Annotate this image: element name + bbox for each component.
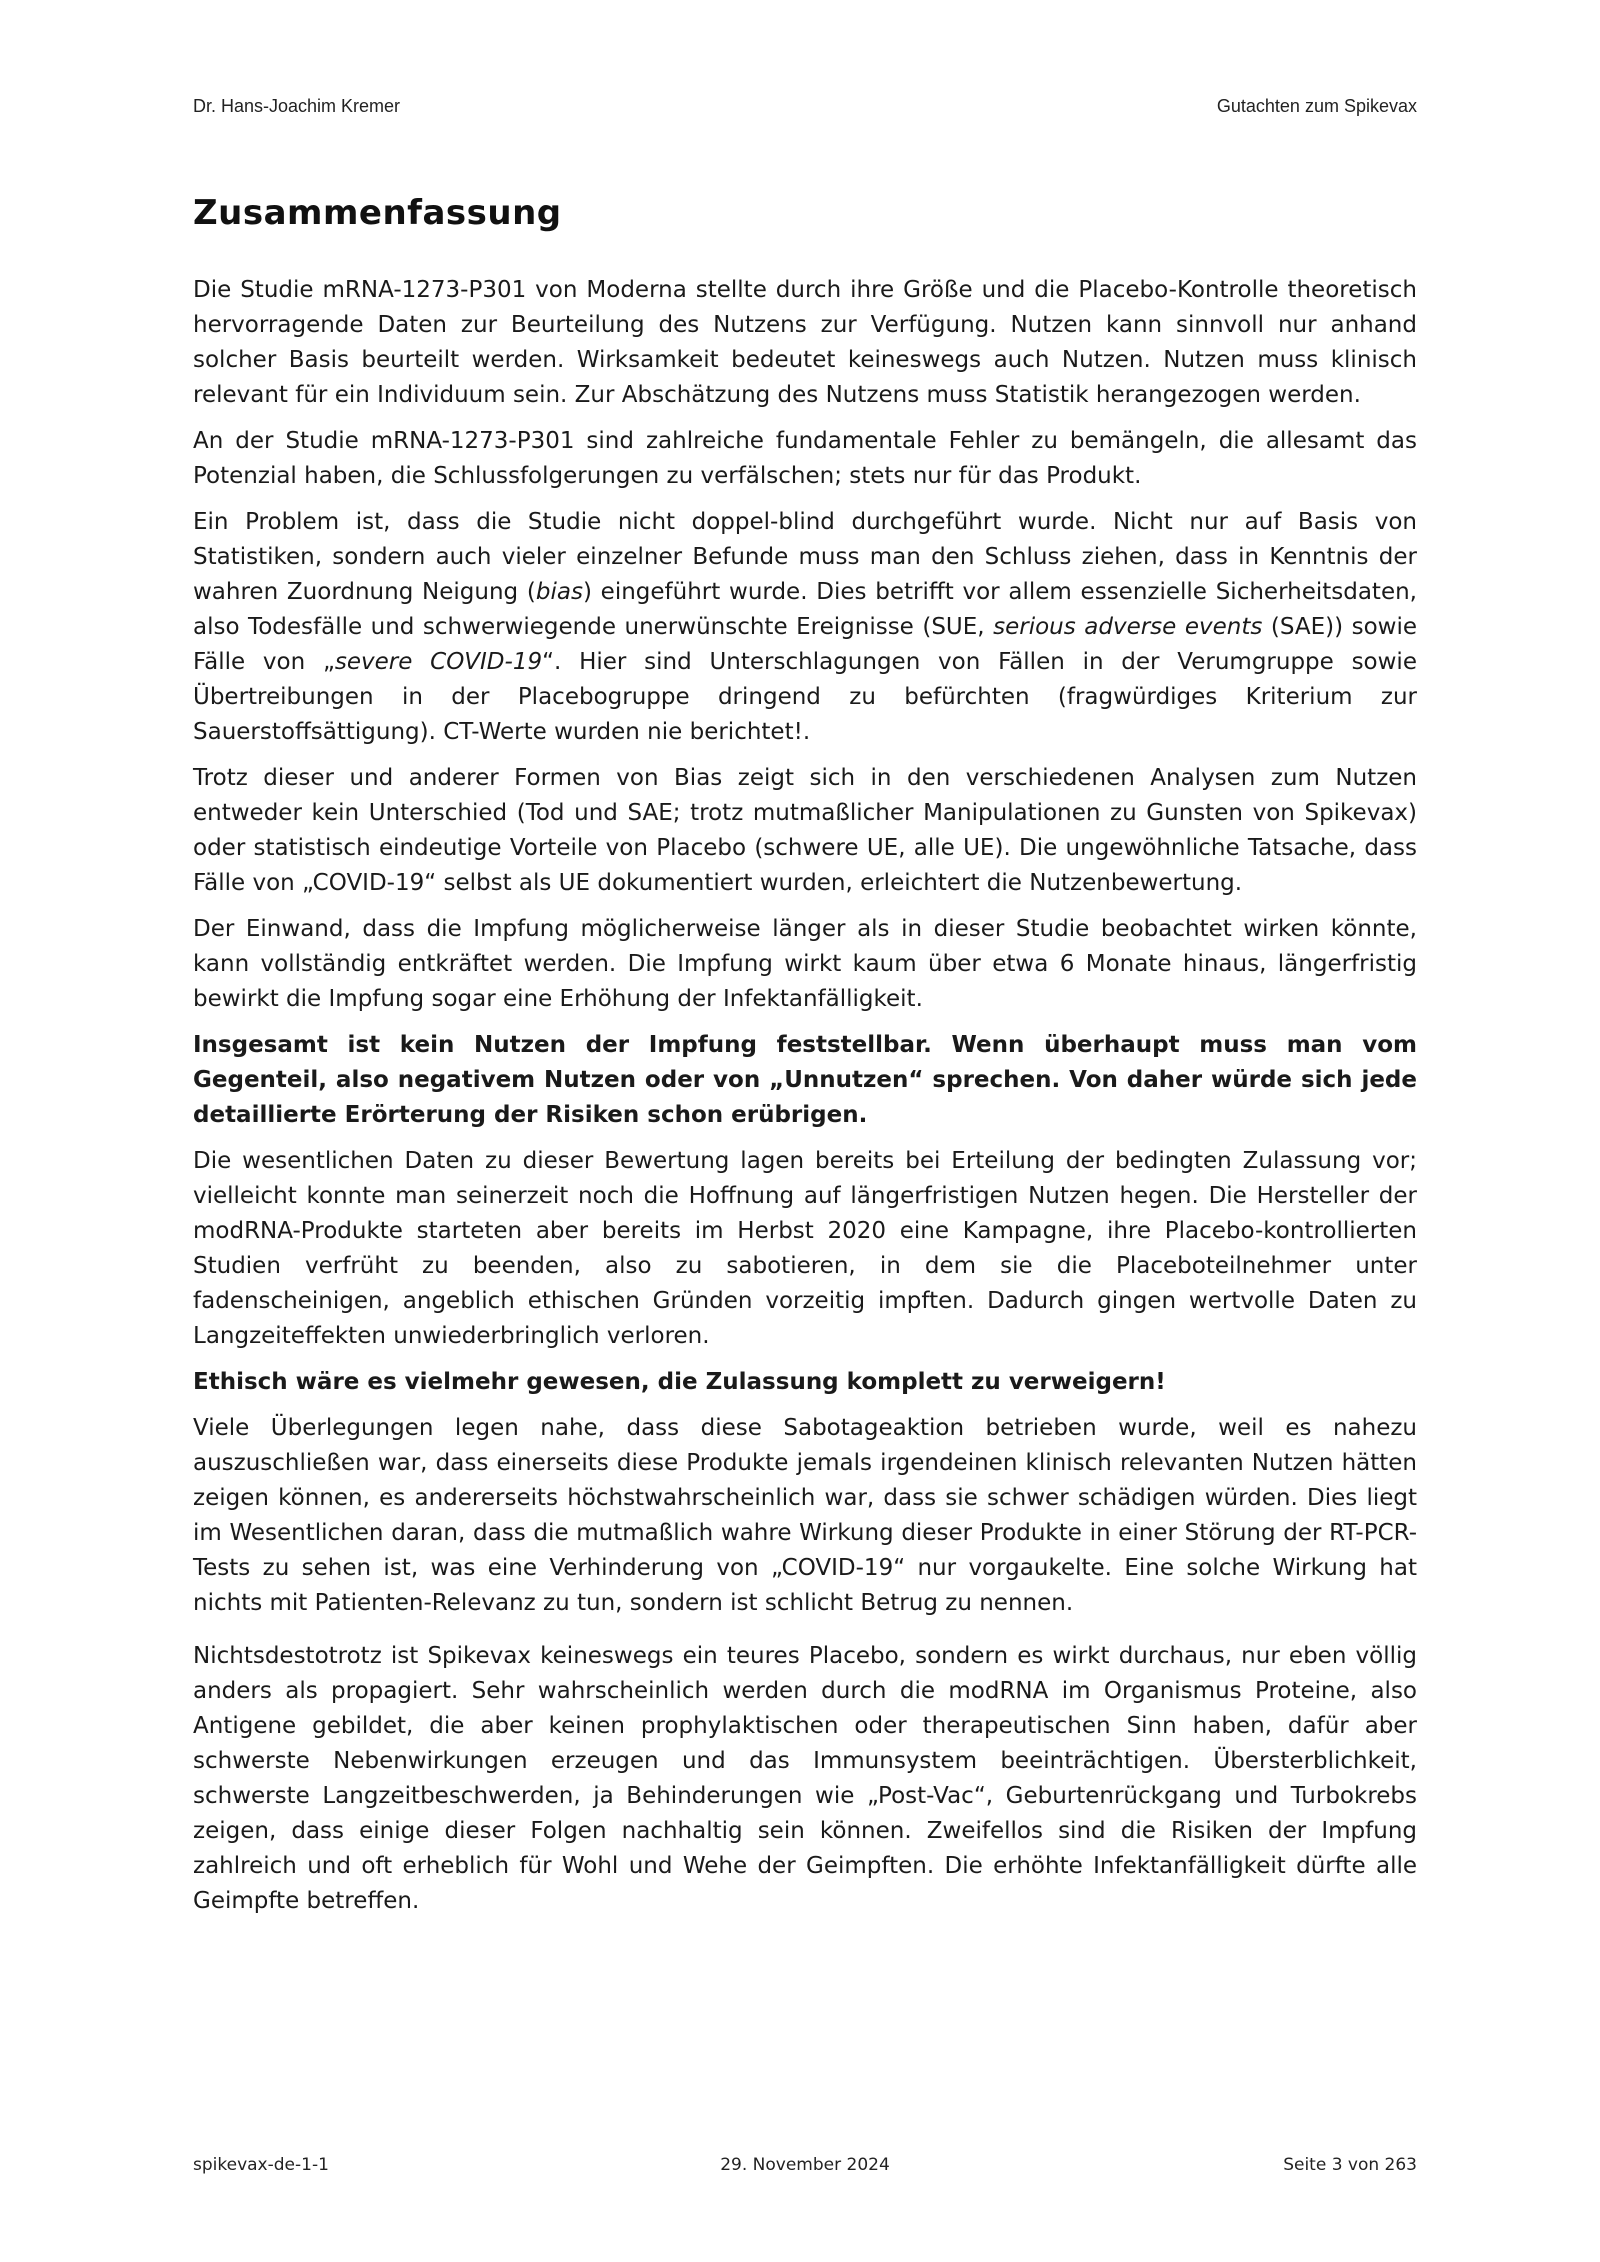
italic-term-bias: bias <box>535 579 583 605</box>
paragraph-blinding-problem <box>193 505 1417 750</box>
paragraph-study-errors: An der Studie mRNA-1273-P301 sind zahlreiche fundamentale Fehler zu bemängeln, die allesamt das Potenzial haben, die Schlussfolgerungen zu verfälschen; stets nur für das Produkt. <box>193 428 1417 489</box>
running-footer <box>193 2155 1417 2179</box>
summary-body <box>193 273 1417 1930</box>
header-document-title: Gutachten zum Spikevax <box>1216 96 1417 116</box>
text-segment: “. Hier sind Unterschlagungen von Fällen in der Verumgruppe sowie Übertreibungen in der Placebogruppe dringend zu befürchten (fragwürdiges Kriterium zur Sauerstoffsättigung). CT-Werte wurden nie berichtet!. <box>193 649 1417 745</box>
paragraph-sabotage: Viele Überlegungen legen nahe, dass diese Sabotageaktion betrieben wurde, weil es nahezu auszuschließen war, dass einerseits diese Produkte jemals irgendeinen klinisch relevanten Nutzen hätten zeigen können, es andererseits höchstwahrscheinlich war, dass sie schwer schädigen würden. Dies liegt im Wesentlichen daran, dass die mutmaßlich wahre Wirkung dieser Produkte in einer Störung der RT-PCR-Tests zu sehen ist, was eine Verhinderung von „COVID-19“ nur vorgaukelte. Eine solche Wirkung hat nichts mit Patienten-Relevanz zu tun, sondern ist schlicht Betrug zu nennen. <box>193 1415 1417 1616</box>
paragraph-study-overview: Die Studie mRNA-1273-P301 von Moderna stellte durch ihre Größe und die Placebo-Kontrolle theoretisch hervorragende Daten zur Beurteilung des Nutzens zur Verfügung. Nutzen kann sinnvoll nur anhand solcher Basis beurteilt werden. Wirksamkeit bedeutet keineswegs auch Nutzen. Nutzen muss klinisch relevant für ein Individuum sein. Zur Abschätzung des Nutzens muss Statistik herangezogen werden. <box>193 277 1417 408</box>
paragraph-ethics-bold: Ethisch wäre es vielmehr gewesen, die Zulassung komplett zu verweigern! <box>193 1369 1166 1395</box>
footer-date: 29. November 2024 <box>720 2155 890 2175</box>
text-segment: Ein Problem ist, dass die Studie nicht doppel-blind durchgeführt wurde. Nicht nur auf Basis von Statistiken, sondern auch vieler einzelner Befunde muss man den Schluss ziehen, dass in Kenntnis der wahren Zuordnung Neigung ( <box>193 509 1417 605</box>
header-author: Dr. Hans-Joachim Kremer <box>193 96 401 116</box>
text-segment: (SAE)) sowie Fälle von „ <box>193 614 1417 675</box>
paragraph-side-effects: Nichtsdestotrotz ist Spikevax keineswegs ein teures Placebo, sondern es wirkt durchaus, nur eben völlig anders als propagiert. Sehr wahrscheinlich werden durch die modRNA im Organismus Proteine, also Antigene gebildet, die aber keinen prophylaktischen oder therapeutischen Sinn haben, dafür aber schwerste Nebenwirkungen erzeugen und das Immunsystem beeinträchtigen. Übersterblichkeit, schwerste Langzeitbeschwerden, ja Behinderungen wie „Post-Vac“, Geburtenrückgang und Turbokrebs zeigen, dass einige dieser Folgen nachhaltig sein können. Zweifellos sind die Risiken der Impfung zahlreich und oft erheblich für Wohl und Wehe der Geimpften. Die erhöhte Infektanfälligkeit dürfte alle Geimpfte betreffen. <box>193 1643 1417 1914</box>
paragraph-duration-objection: Der Einwand, dass die Impfung möglicherweise länger als in dieser Studie beobachtet wirken könnte, kann vollständig entkräftet werden. Die Impfung wirkt kaum über etwa 6 Monate hinaus, längerfristig bewirkt die Impfung sogar eine Erhöhung der Infektanfälligkeit. <box>193 916 1417 1012</box>
footer-document-id: spikevax-de-1-1 <box>193 2155 329 2175</box>
paragraph-conclusion-bold: Insgesamt ist kein Nutzen der Impfung feststellbar. Wenn überhaupt muss man vom Gegenteil, also negativem Nutzen oder von „Unnutzen“ sprechen. Von daher würde sich jede detaillierte Erörterung der Risiken schon erübrigen. <box>193 1032 1417 1128</box>
footer-page-number: Seite 3 von 263 <box>1283 2155 1417 2175</box>
italic-term-serious-adverse-events: serious adverse events <box>993 614 1263 640</box>
text-segment: ) eingeführt wurde. Dies betrifft vor allem essenzielle Sicherheitsdaten, also Todesfälle und schwerwiegende unerwünschte Ereignisse (SUE, <box>193 579 1417 640</box>
paragraph-bias-analysis: Trotz dieser und anderer Formen von Bias zeigt sich in den verschiedenen Analysen zum Nutzen entweder kein Unterschied (Tod und SAE; trotz mutmaßlicher Manipulationen zu Gunsten von Spikevax) oder statistisch eindeutige Vorteile von Placebo (schwere UE, alle UE). Die ungewöhnliche Tatsache, dass Fälle von „COVID-19“ selbst als UE dokumentiert wurden, erleichtert die Nutzenbewertung. <box>193 765 1417 896</box>
italic-term-severe-covid: severe COVID-19 <box>334 649 543 675</box>
running-header <box>193 96 1417 120</box>
paragraph-conditional-approval: Die wesentlichen Daten zu dieser Bewertung lagen bereits bei Erteilung der bedingten Zulassung vor; vielleicht konnte man seinerzeit noch die Hoffnung auf längerfristigen Nutzen hegen. Die Hersteller der modRNA-Produkte starteten aber bereits im Herbst 2020 eine Kampagne, ihre Placebo-kontrollierten Studien verfrüht zu beenden, also zu sabotieren, in dem sie die Placeboteilnehmer unter fadenscheinigen, angeblich ethischen Gründen vorzeitig impften. Dadurch gingen wertvolle Daten zu Langzeiteffekten unwiederbringlich verloren. <box>193 1148 1417 1349</box>
section-title: Zusammenfassung <box>193 193 562 233</box>
